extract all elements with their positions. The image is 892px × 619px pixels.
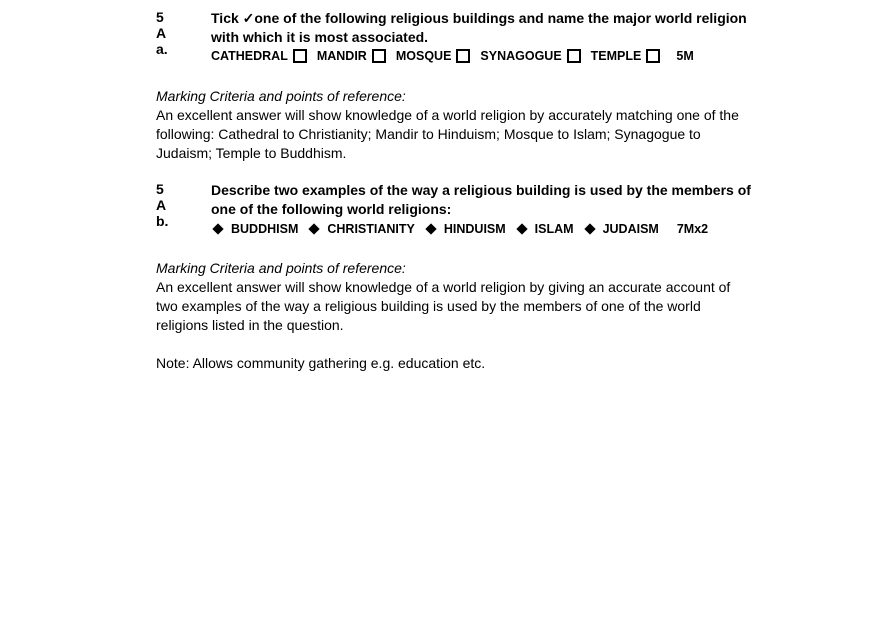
option-synagogue-label: SYNAGOGUE [480,49,562,63]
option-islam-label: ISLAM [534,222,574,236]
option-mosque-label: MOSQUE [395,49,452,63]
diamond-bullet-icon [584,223,595,234]
criteria-body-5aa: An excellent answer will show knowledge of a world religion by accurately matching one of the following: Cathedral to Christianity; Mandir to Hinduism; Mosque to Islam; Synagogue to Judaism; Temple to Buddhism. [156,107,739,161]
question-text-line2: with which it is most associated. [211,29,429,45]
option-mandir-label: MANDIR [316,49,367,63]
criteria-body-5ab: An excellent answer will show knowledge of a world religion by giving an accurate account of two examples of the way a religious building is used by the members of one of the world religions listed in the question. [156,279,731,333]
checkbox-temple[interactable] [646,49,660,63]
option-hinduism-label: HINDUISM [443,222,506,236]
building-options [211,49,694,63]
option-cathedral-label: CATHEDRAL [211,49,288,63]
marks-label: 5M [676,49,694,63]
diamond-bullet-icon [212,223,223,234]
checkbox-mosque[interactable] [456,49,470,63]
diamond-bullet-icon [425,223,436,234]
marks-label: 7Mx2 [676,222,709,236]
option-temple-label: TEMPLE [590,49,642,63]
question-text [211,9,751,47]
checkbox-mandir[interactable] [372,49,386,63]
note-text: Note: Allows community gathering e.g. education etc. [156,355,486,371]
question-text-line1: Tick ✓one of the following religious buildings and name the major world religion [211,10,747,26]
option-christianity-label: CHRISTIANITY [327,222,415,236]
diamond-bullet-icon [516,223,527,234]
criteria-heading-5ab: Marking Criteria and points of reference: [156,260,406,276]
question-text [211,181,751,219]
question-number: 5 A a. [156,9,168,57]
question-text-line1: Describe two examples of the way a religious building is used by the members of [211,182,751,198]
checkbox-synagogue[interactable] [567,49,581,63]
diamond-bullet-icon [309,223,320,234]
religion-options [214,222,708,236]
option-buddhism-label: BUDDHISM [231,222,299,236]
option-judaism-label: JUDAISM [602,222,659,236]
question-number: 5 A b. [156,181,169,229]
checkbox-cathedral[interactable] [293,49,307,63]
question-text-line2: one of the following world religions: [211,201,452,217]
criteria-heading-5aa: Marking Criteria and points of reference: [156,88,406,104]
